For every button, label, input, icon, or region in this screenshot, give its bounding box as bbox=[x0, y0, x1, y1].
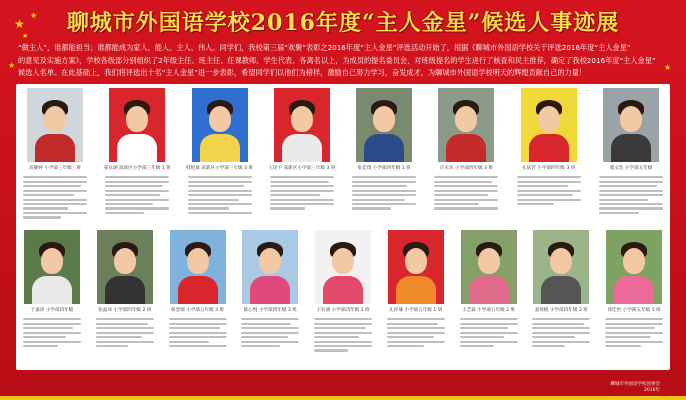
candidate-photo bbox=[438, 88, 494, 162]
candidate-photo bbox=[315, 230, 371, 304]
candidate-photo bbox=[521, 88, 577, 162]
page-title: 聊城市外国语学校2016年度“主人金星”候选人事迹展 bbox=[66, 10, 620, 36]
intro-line-3: 候选人名单。在此基础上，我们将评选出十名“主人金星”进一步表彰，希望同学们以他们为榜样，激励自己努力学习，奋发成才，为聊城市外国语学校明天的辉煌贡献自己的力量！ bbox=[18, 68, 587, 77]
star-icon: ★ bbox=[22, 32, 29, 40]
candidate-card bbox=[596, 88, 666, 226]
footer-credit bbox=[611, 382, 661, 394]
candidate-caption: 韩悦斌 高新区小学部三年级 3 班 bbox=[186, 166, 254, 171]
star-icon: ★ bbox=[30, 11, 38, 20]
intro-line-2: 的意见及实施方案》，学校各级部分别组织了2年级主任、班主任、任课教师、学生代表、各离名以上，为成员的提名委员会，对班级提名的学生进行了核查和民主推荐，确定了我校2016年度“主人金星” bbox=[18, 55, 656, 65]
candidate-photo bbox=[606, 230, 662, 304]
candidate-card bbox=[185, 88, 255, 226]
candidates-panel bbox=[16, 84, 670, 370]
candidate-card bbox=[311, 230, 375, 368]
candidate-photo bbox=[533, 230, 589, 304]
candidate-caption: 王钰涵 小学部四年级 1 班 bbox=[316, 308, 370, 313]
candidate-card bbox=[384, 230, 448, 368]
candidate-caption: 徐佳怡 小学部五年级 1 班 bbox=[607, 308, 661, 313]
candidate-caption: 蔡金锦 小学部五年级 3 班 bbox=[170, 308, 225, 313]
candidate-caption: 孔依若 小学部四年级 3 班 bbox=[522, 166, 576, 171]
candidate-card bbox=[238, 230, 302, 368]
candidate-caption: 王艺霖 小学部五年级 2 班 bbox=[461, 308, 516, 313]
intro-text bbox=[18, 42, 668, 80]
candidate-photo bbox=[170, 230, 226, 304]
candidate-photo bbox=[388, 230, 444, 304]
candidate-photo bbox=[274, 88, 330, 162]
candidate-card bbox=[529, 230, 593, 368]
candidate-photo bbox=[356, 88, 412, 162]
candidate-photo bbox=[109, 88, 165, 162]
candidate-card bbox=[93, 230, 157, 368]
candidate-photo bbox=[97, 230, 153, 304]
candidate-card bbox=[349, 88, 419, 226]
candidate-card bbox=[514, 88, 584, 226]
candidate-caption: 张晶冰 小学部四年级 2 班 bbox=[98, 308, 152, 313]
star-icon: ★ bbox=[8, 61, 16, 70]
candidate-photo bbox=[461, 230, 517, 304]
candidate-card bbox=[20, 88, 90, 226]
candidate-caption: 张佳琪 小学部四年级 1 班 bbox=[357, 166, 411, 171]
candidate-caption: 陈心悦 小学部四年级 3 班 bbox=[243, 308, 297, 313]
star-icon: ★ bbox=[664, 63, 672, 72]
footer-org: 聊城市外国语学校团委会 bbox=[610, 382, 660, 387]
candidate-card bbox=[431, 88, 501, 226]
candidate-row-1 bbox=[20, 88, 666, 228]
candidate-card bbox=[267, 88, 337, 226]
candidate-caption: 庄永乐 小学部四年级 3 班 bbox=[439, 166, 494, 171]
candidate-card bbox=[102, 88, 172, 226]
candidate-photo bbox=[192, 88, 248, 162]
candidate-card bbox=[602, 230, 666, 368]
candidate-card bbox=[20, 230, 84, 368]
candidate-card bbox=[457, 230, 521, 368]
candidate-photo bbox=[24, 230, 80, 304]
candidate-photo bbox=[242, 230, 298, 304]
candidate-row-2 bbox=[20, 230, 666, 370]
candidate-caption: 董文浩 小学部五年级 bbox=[609, 166, 653, 171]
candidate-photo bbox=[603, 88, 659, 162]
candidate-photo bbox=[27, 88, 83, 162]
candidate-card bbox=[166, 230, 230, 368]
intro-line-1: “做主人”，谁都能担当；谁都能成为家人、能人、主人、伟人。同学们，我校第三届“欢聚”表彰之2016年度“主人金星”评选活动开始了，根据《聊城市外国语学校关于评选2016年度“主人金星” bbox=[18, 43, 631, 52]
candidate-caption: 王泽宇 高新区小学部三年级 3 班 bbox=[268, 166, 336, 171]
candidate-caption: 张钰涵 高新区小学部三年级 1 班 bbox=[103, 166, 171, 171]
star-icon: ★ bbox=[14, 17, 25, 31]
candidate-caption: 孔祥瑜 小学部五年级 1 班 bbox=[389, 308, 443, 313]
candidate-caption: 高麓婷 小学部三年级三班 bbox=[29, 166, 81, 171]
candidate-caption: 姜扬帆 小学部四年级 3 班 bbox=[534, 308, 588, 313]
footer-year: 2016年 bbox=[644, 388, 660, 393]
candidate-caption: 于嘉沛 小学部四年级 bbox=[30, 308, 74, 313]
bottom-bar bbox=[0, 396, 686, 400]
